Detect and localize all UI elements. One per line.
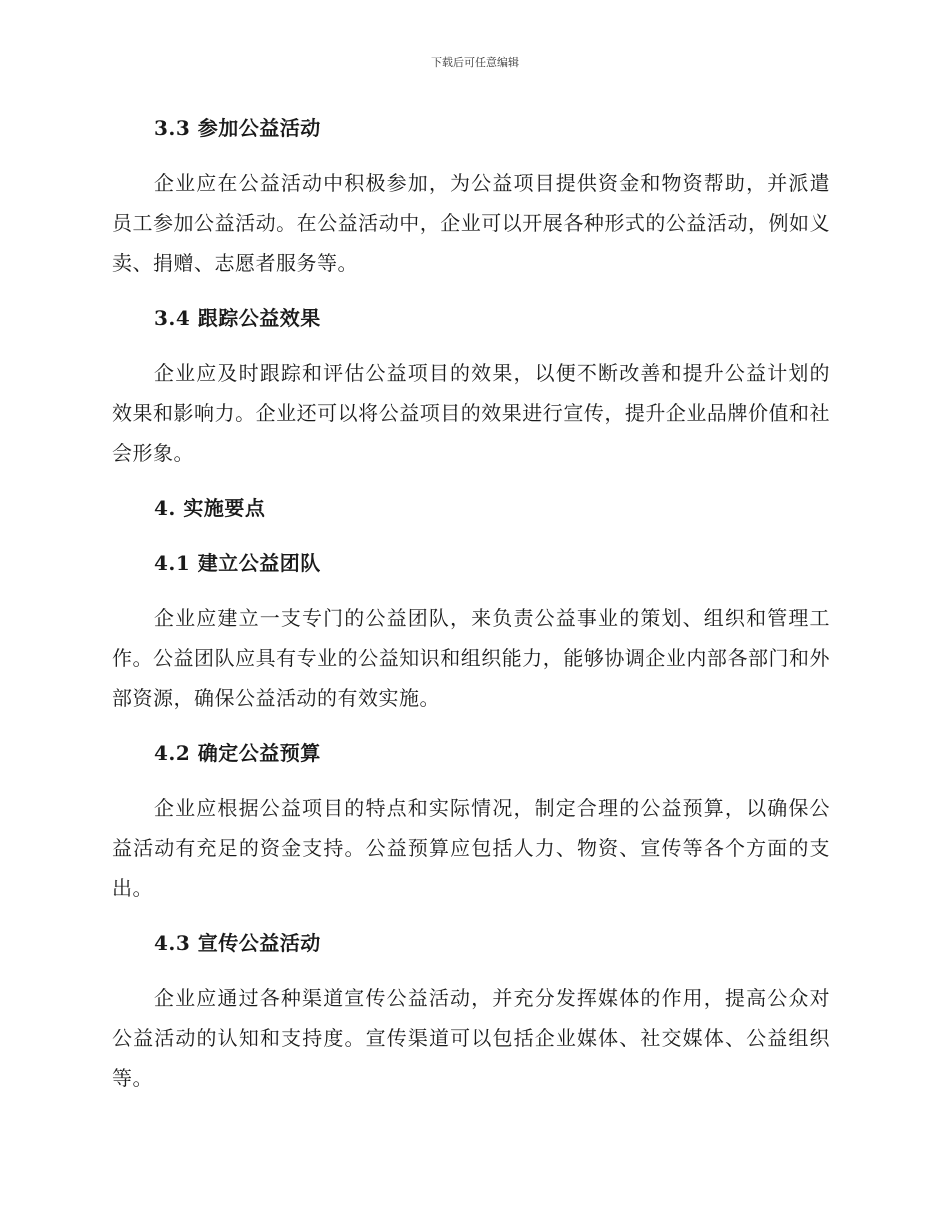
section-heading-4-1: 4.1 建立公益团队 <box>154 551 321 575</box>
section-heading-3-4: 3.4 跟踪公益效果 <box>154 306 321 330</box>
document-body <box>112 108 830 1113</box>
paragraph-4-3: 企业应通过各种渠道宣传公益活动，并充分发挥媒体的作用，提高公众对公益活动的认知和支持度。宣传渠道可以包括企业媒体、社交媒体、公益组织等。 <box>112 986 830 1090</box>
section-heading-4: 4. 实施要点 <box>154 496 266 520</box>
paragraph-4-1: 企业应建立一支专门的公益团队，来负责公益事业的策划、组织和管理工作。公益团队应具有专业的公益知识和组织能力，能够协调企业内部各部门和外部资源，确保公益活动的有效实施。 <box>112 606 830 710</box>
paragraph-4-2: 企业应根据公益项目的特点和实际情况，制定合理的公益预算，以确保公益活动有充足的资金支持。公益预算应包括人力、物资、宣传等各个方面的支出。 <box>112 796 830 900</box>
paragraph-3-3: 企业应在公益活动中积极参加，为公益项目提供资金和物资帮助，并派遣员工参加公益活动。在公益活动中，企业可以开展各种形式的公益活动，例如义卖、捐赠、志愿者服务等。 <box>112 171 830 275</box>
paragraph-3-4: 企业应及时跟踪和评估公益项目的效果，以便不断改善和提升公益计划的效果和影响力。企业还可以将公益项目的效果进行宣传，提升企业品牌价值和社会形象。 <box>112 361 830 465</box>
section-heading-4-2: 4.2 确定公益预算 <box>154 741 321 765</box>
section-heading-4-3: 4.3 宣传公益活动 <box>154 931 321 955</box>
page-header-note: 下载后可任意编辑 <box>431 56 519 69</box>
section-heading-3-3: 3.3 参加公益活动 <box>154 116 321 140</box>
